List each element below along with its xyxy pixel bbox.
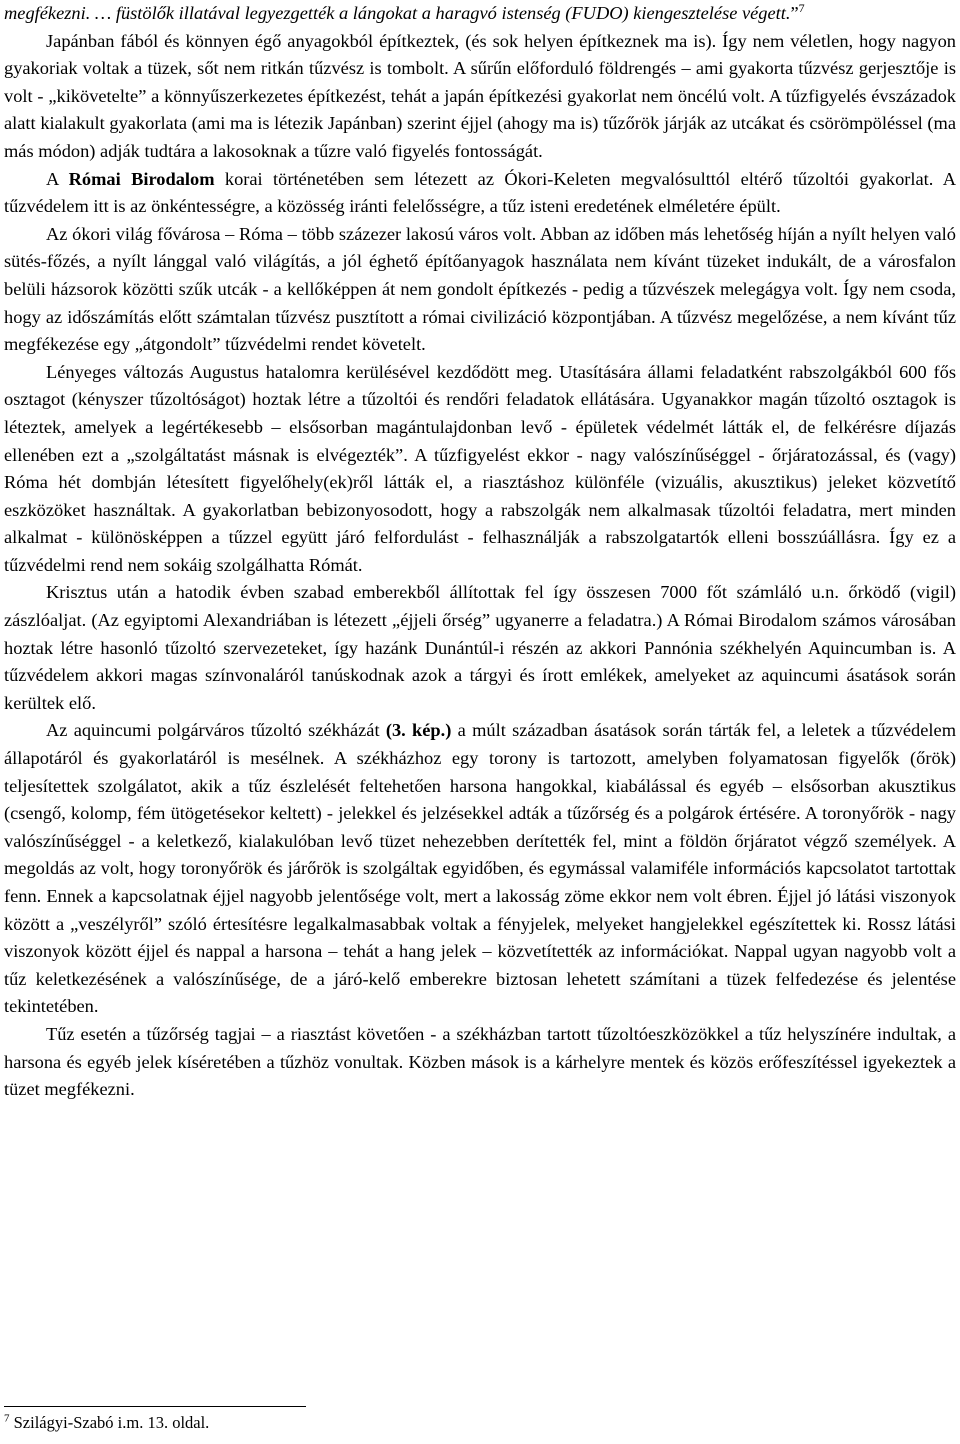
- paragraph-continuation: [4, 0, 956, 28]
- paragraph-japan: Japánban fából és könnyen égő anyagokból építkeztek, (és sok helyen építkeznek ma is). Így nem véletlen, hogy nagyon gyakoriak voltak a tüzek, sőt nem ritkán tűzvész is tombolt. A sűrűn előforduló földrengés – ami gyakorta tűzvész gerjesztője is volt - „kikövetelte” a könnyűszerkezetes építkezést, tehát a japán építkezési gyakorlat nem öncélú volt. A tűzfigyelés évszázadok alatt kialakult gyakorlata (ami ma is létezik Japánban) szerint éjjel (ahogy ma is) tűzőrök járják az utcákat és csörömpöléssel (ma más módon) adják tudtára a lakosoknak a tűzre való figyelés fontosságát.: [4, 30, 956, 161]
- quote-continuation-italic: megfékezni. … füstölők illatával legyezgették a lángokat a haragvó istenség (FUDO) kiengesztelése végett.: [4, 3, 791, 23]
- paragraph-aquincum: [4, 717, 956, 1021]
- text-run: a múlt században ásatások során tárták fel, a leletek a tűzvédelem állapotáról és gyakorlatáról is mesélnek. A székházhoz egy torony is tartozott, amelyben folyamatosan figyelők (őrök) teljesítettek szolgálatot, akik a tűz észlelését feltehetően harsona hangokkal, kiabálással és egyéb – elsősorban akusztikus (csengő, kolomp, fém ütögetésekor keltett) - jelekkel és jelzésekkel adták a tűzőrség és a polgárok értésére. A toronyőrök - nagy valószínűséggel - a keletkező, kialakulóban levő tüzet nehezebben derítették fel, mint a földön őrjáratot végző személyek. A megoldás az volt, hogy toronyőrök és járőrök is szolgáltak egyidőben, és egymással valamiféle információs kapcsolatot tartottak fenn. Ennek a kapcsolatnak éjjel nagyobb jelentősége volt, mert a lakosság zöme ekkor nem volt ébren. Éjjel jó látási viszonyok között a „veszélyről” szóló értesítésre legalkalmasabbak voltak a fényjelek, melyeket hangjelekkel egészítettek ki. Rossz látási viszonyok között éjjel és nappal a harsona – tehát a hang jelek – közvetítették az információkat. Nappal ugyan nagyobb volt a tűz keletkezésének a valószínűsége, de a járó-kelő emberekre biztosan lehetett számítani a tüzek felfedezése és jelentése tekintetében.: [4, 720, 956, 1017]
- text-run: Az aquincumi polgárváros tűzoltó székházát: [46, 720, 386, 741]
- closing-quote: ”: [790, 3, 799, 23]
- bold-term-roman-empire: Római Birodalom: [68, 168, 215, 189]
- paragraph-augustus: Lényeges változás Augustus hatalomra kerülésével kezdődött meg. Utasítására állami feladatként rabszolgákból 600 fős osztagot (kényszer tűzoltóságot) hoztak létre a tűzoltói és rendőri feladatok ellátására. Ugyanakkor magán tűzoltó osztagok is léteztek, amelyek a legértékesebb – elsősorban magántulajdonban levő - épületek védelmét látták el, de felkérésre díjazás ellenében ezt a „szolgáltatást másnak is elvégezték”. A tűzfigyelést ekkor - nagy valószínűséggel - őrjáratozással, és (vagy) Róma hét dombján létesített figyelőhely(ek)ről látták el, a riasztáshoz különféle (vizuális, akusztikus) jeleket közvetítő eszközöket használtak. A gyakorlatban bebizonyosodott, hogy a rabszolgák nem alkalmasak tűzoltói feladatra, mert minden alkalmat - különösképpen a tűzzel együtt járó felfordulást - felhasználják a rabszolgatartók elleni bosszúállásra. Így ez a tűzvédelmi rend nem sokáig szolgálhatta Rómát.: [4, 361, 956, 575]
- paragraph-roman-empire-intro: [4, 166, 956, 221]
- footnote-reference[interactable]: 7: [798, 0, 805, 15]
- footnote-text: Szilágyi-Szabó i.m. 13. oldal.: [9, 1413, 210, 1432]
- footnote: [4, 1412, 209, 1434]
- bold-figure-reference: (3. kép.): [385, 720, 452, 741]
- footnote-divider: [4, 1406, 306, 1407]
- text-run: A: [46, 168, 69, 189]
- paragraph-vigiles: Krisztus után a hatodik évben szabad emberekből állítottak fel így összesen 7000 főt számláló u.n. őrködő (vigil) zászlóaljat. (Az egyiptomi Alexandriában is létezett „éjjeli őrség” ugyanerre a feladatra.) A Római Birodalom számos városában hoztak létre hasonló tűzoltó szervezeteket, így hazánk Dunántúl-i részén az akkori Pannónia székhelyén Aquincumban is. A tűzvédelem akkori magas színvonaláról tanúskodnak azok a tárgyi és írott emlékek, amelyeket az aquincumi ásatások során kerültek elő.: [4, 582, 956, 713]
- paragraph-rome-city: Az ókori világ fővárosa – Róma – több százezer lakosú város volt. Abban az időben más lehetőség híján a nyílt helyen való sütés-főzés, a nyílt lánggal való világítás, a jól éghető építőanyagok használata nem kívánt tüzeket indukált, de a városfalon belüli házsorok közötti szűk utcák - a kellőképpen át nem gondolt építkezés - pedig a tűzvészek melegágya volt. Így nem csoda, hogy az időszámítás előtt számtalan tűzvész pusztított a római civilizáció központjában. A tűzvész megelőzése, a nem kívánt tűz megfékezése egy „átgondolt” tűzvédelmi rendet követelt.: [4, 223, 956, 355]
- paragraph-fire-response: Tűz esetén a tűzőrség tagjai – a riasztást követően - a székházban tartott tűzoltóeszközökkel a tűz helyszínére indultak, a harsona és egyéb jelek kíséretében a tűzhöz vonultak. Közben mások is a kárhelyre mentek és közös erőfeszítéssel igyekeztek a tüzet megfékezni.: [4, 1023, 956, 1100]
- document-body: [4, 0, 956, 1104]
- text-run: korai történetében sem létezett az Ókori-Keleten megvalósulttól eltérő tűzoltói gyakorlat. A tűzvédelem itt is az önkéntességre, a közösség iránti felelősségre, a tűz isteni eredetének elméletére épült.: [4, 168, 956, 217]
- footnote-number: 7: [4, 1412, 10, 1425]
